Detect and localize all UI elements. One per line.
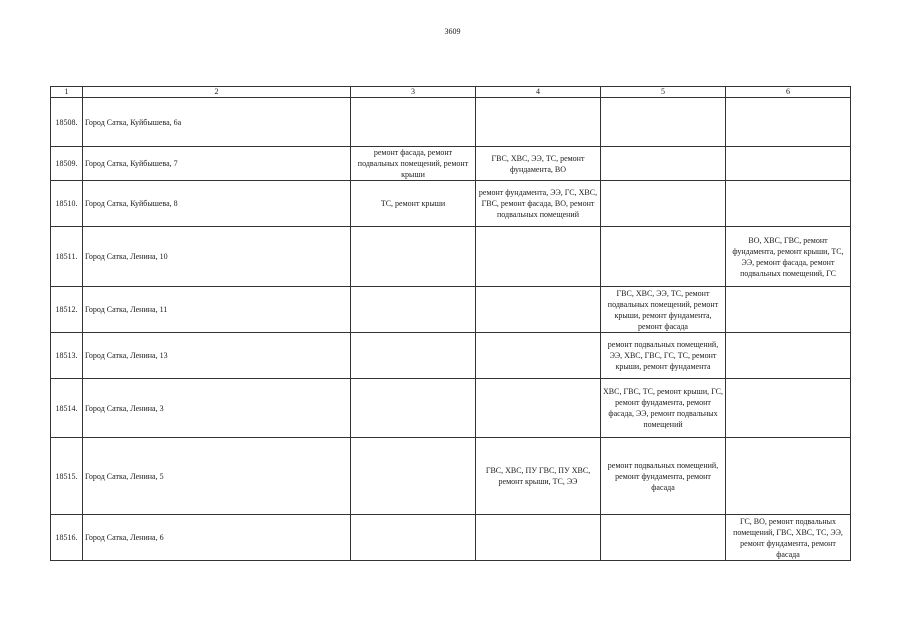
cell-col-3: [351, 287, 476, 333]
table-row: [51, 515, 851, 561]
cell-col-4: ремонт фундамента, ЭЭ, ГС, ХВС, ГВС, ремонт фасада, ВО, ремонт подвальных помещений: [476, 181, 601, 227]
row-number: 18510.: [51, 181, 83, 227]
cell-col-3: [351, 227, 476, 287]
column-header: 6: [726, 87, 851, 98]
cell-col-4: [476, 227, 601, 287]
cell-col-5: [601, 515, 726, 561]
cell-col-6: [726, 98, 851, 147]
cell-col-5: ремонт подвальных помещений, ЭЭ, ХВС, ГВС, ГС, ТС, ремонт крыши, ремонт фундамента: [601, 333, 726, 379]
table-row: [51, 333, 851, 379]
cell-col-3: [351, 98, 476, 147]
table-row: [51, 181, 851, 227]
repair-table: [50, 86, 851, 561]
cell-col-6: [726, 379, 851, 438]
row-number: 18509.: [51, 147, 83, 181]
cell-col-6: [726, 333, 851, 379]
row-address: Город Сатка, Ленина, 11: [83, 287, 351, 333]
cell-col-5: ремонт подвальных помещений, ремонт фундамента, ремонт фасада: [601, 438, 726, 515]
column-header: 1: [51, 87, 83, 98]
cell-col-3: [351, 379, 476, 438]
cell-col-6: [726, 147, 851, 181]
row-address: Город Сатка, Ленина, 13: [83, 333, 351, 379]
table-row: [51, 438, 851, 515]
cell-col-6: ГС, ВО, ремонт подвальных помещений, ГВС, ХВС, ТС, ЭЭ, ремонт фундамента, ремонт фасада: [726, 515, 851, 561]
row-address: Город Сатка, Куйбышева, 8: [83, 181, 351, 227]
cell-col-4: [476, 98, 601, 147]
row-number: 18516.: [51, 515, 83, 561]
column-header: 5: [601, 87, 726, 98]
column-header: 3: [351, 87, 476, 98]
row-number: 18515.: [51, 438, 83, 515]
page-number: 3609: [444, 27, 461, 36]
cell-col-4: [476, 379, 601, 438]
cell-col-5: ХВС, ГВС, ТС, ремонт крыши, ГС, ремонт фундамента, ремонт фасада, ЭЭ, ремонт подвальных помещений: [601, 379, 726, 438]
row-number: 18513.: [51, 333, 83, 379]
cell-col-5: ГВС, ХВС, ЭЭ, ТС, ремонт подвальных помещений, ремонт крыши, ремонт фундамента, ремонт фасада: [601, 287, 726, 333]
cell-col-6: ВО, ХВС, ГВС, ремонт фундамента, ремонт крыши, ТС, ЭЭ, ремонт фасада, ремонт подвальных помещений, ГС: [726, 227, 851, 287]
cell-col-6: [726, 438, 851, 515]
row-number: 18514.: [51, 379, 83, 438]
cell-col-3: [351, 438, 476, 515]
column-header: 4: [476, 87, 601, 98]
cell-col-3: [351, 515, 476, 561]
cell-col-3: ТС, ремонт крыши: [351, 181, 476, 227]
row-number: 18511.: [51, 227, 83, 287]
table-row: [51, 287, 851, 333]
row-address: Город Сатка, Ленина, 3: [83, 379, 351, 438]
row-address: Город Сатка, Ленина, 5: [83, 438, 351, 515]
cell-col-5: [601, 98, 726, 147]
row-address: Город Сатка, Ленина, 6: [83, 515, 351, 561]
table-row: [51, 379, 851, 438]
cell-col-4: ГВС, ХВС, ПУ ГВС, ПУ ХВС, ремонт крыши, ТС, ЭЭ: [476, 438, 601, 515]
row-number: 18512.: [51, 287, 83, 333]
row-address: Город Сатка, Куйбышева, 7: [83, 147, 351, 181]
cell-col-3: ремонт фасада, ремонт подвальных помещений, ремонт крыши: [351, 147, 476, 181]
table-header-row: [51, 87, 851, 98]
cell-col-6: [726, 287, 851, 333]
cell-col-4: ГВС, ХВС, ЭЭ, ТС, ремонт фундамента, ВО: [476, 147, 601, 181]
table-row: [51, 147, 851, 181]
cell-col-4: [476, 515, 601, 561]
table-row: [51, 227, 851, 287]
cell-col-5: [601, 147, 726, 181]
cell-col-4: [476, 333, 601, 379]
cell-col-5: [601, 227, 726, 287]
row-address: Город Сатка, Ленина, 10: [83, 227, 351, 287]
cell-col-4: [476, 287, 601, 333]
table-row: [51, 98, 851, 147]
row-address: Город Сатка, Куйбышева, 6а: [83, 98, 351, 147]
column-header: 2: [83, 87, 351, 98]
cell-col-5: [601, 181, 726, 227]
cell-col-6: [726, 181, 851, 227]
row-number: 18508.: [51, 98, 83, 147]
cell-col-3: [351, 333, 476, 379]
